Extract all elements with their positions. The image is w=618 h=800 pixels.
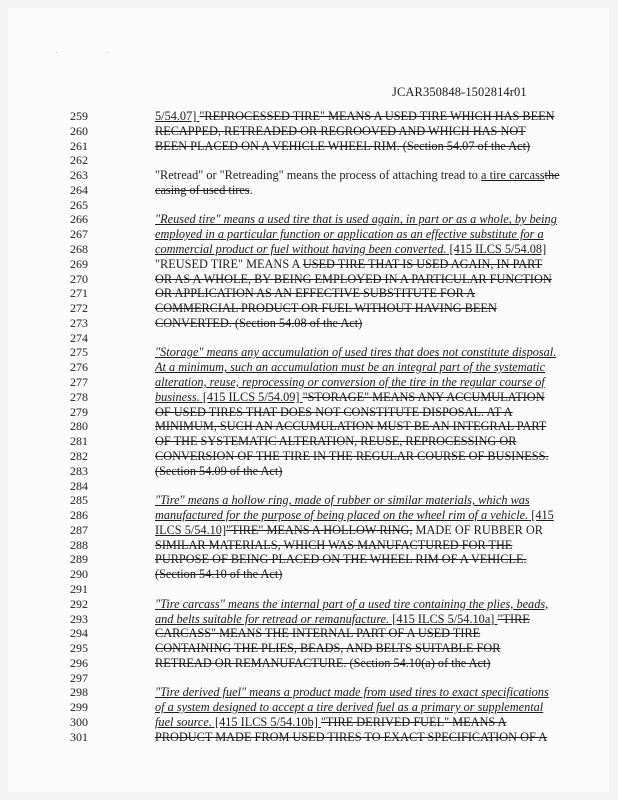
text-line bbox=[155, 656, 551, 671]
inserted-text: and belts suitable for retread or remanufacture. bbox=[155, 611, 390, 626]
line-number: 299 bbox=[70, 700, 88, 715]
line-number: 260 bbox=[70, 123, 88, 138]
line-number: 267 bbox=[70, 227, 88, 242]
line-number: 277 bbox=[70, 375, 88, 390]
line-number: 269 bbox=[70, 256, 88, 271]
inserted-text: [415 ILCS 5/54.10b] bbox=[211, 714, 321, 729]
deleted-text: OR AS A WHOLE, BY BEING EMPLOYED IN A PARTICULAR FUNCTION bbox=[155, 271, 552, 286]
inserted-text: commercial product or fuel without having been converted. bbox=[155, 242, 447, 257]
text-line bbox=[155, 390, 551, 405]
deleted-text: OF THE SYSTEMATIC ALTERATION, REUSE, REPROCESSING OR bbox=[155, 434, 517, 449]
text-line bbox=[155, 597, 551, 612]
inserted-text: business. bbox=[155, 389, 200, 404]
text-line bbox=[155, 375, 551, 390]
text-line bbox=[155, 316, 551, 331]
line-number: 274 bbox=[70, 330, 88, 345]
line-number: 264 bbox=[70, 182, 88, 197]
inserted-text: manufactured for the purpose of being placed on the wheel rim of a vehicle. bbox=[155, 508, 529, 523]
deleted-text: OR APPLICATION AS AN EFFECTIVE SUBSTITUTE FOR A bbox=[155, 286, 476, 301]
body-text: "REUSED TIRE" MEANS A bbox=[155, 256, 303, 271]
line-number: 276 bbox=[70, 360, 88, 375]
line-number: 292 bbox=[70, 596, 88, 611]
line-number: 280 bbox=[70, 419, 88, 434]
line-number: 286 bbox=[70, 508, 88, 523]
deleted-text: CONVERSION OF THE TIRE IN THE REGULAR COURSE OF BUSINESS. bbox=[155, 448, 549, 463]
inserted-text: "Tire carcass" means the internal part of a used tire containing the plies, beads, bbox=[155, 596, 549, 611]
line-number: 268 bbox=[70, 242, 88, 257]
deleted-text: USED TIRE THAT IS USED AGAIN, IN PART bbox=[302, 256, 543, 271]
deleted-text: CONTAINING THE PLIES, BEADS, AND BELTS SUITABLE FOR bbox=[155, 641, 501, 656]
deleted-text: CARCASS" MEANS THE INTERNAL PART OF A USED TIRE bbox=[155, 626, 481, 641]
scan-specks: ' ' bbox=[56, 52, 132, 58]
deleted-text: SIMILAR MATERIALS, WHICH WAS MANUFACTURED FOR THE bbox=[155, 537, 513, 552]
deleted-text: BEEN PLACED ON A VEHICLE WHEEL RIM. (Section 54.07 of the Act) bbox=[155, 138, 531, 153]
deleted-text: "TIRE bbox=[497, 611, 530, 626]
line-number: 278 bbox=[70, 389, 88, 404]
text-line bbox=[155, 538, 551, 553]
text-line bbox=[155, 567, 551, 582]
deleted-text: (Section 54.10 of the Act) bbox=[155, 567, 283, 582]
inserted-text: fuel source. bbox=[155, 714, 212, 729]
text-line bbox=[155, 272, 551, 287]
text-line bbox=[155, 301, 551, 316]
line-number: 298 bbox=[70, 685, 88, 700]
inserted-text: "Tire" means a hollow ring, made of rubber or similar materials, which was bbox=[155, 493, 530, 508]
line-number: 259 bbox=[70, 109, 88, 123]
line-number: 288 bbox=[70, 537, 88, 552]
line-number: 289 bbox=[70, 552, 88, 567]
line-number: 293 bbox=[70, 611, 88, 626]
deleted-text: "TIRE DERIVED FUEL" MEANS A bbox=[320, 714, 507, 729]
line-number: 285 bbox=[70, 493, 88, 508]
deleted-text: "REPROCESSED TIRE" MEANS A USED TIRE WHICH HAS BEEN bbox=[199, 109, 555, 123]
deleted-text: MINIMUM, SUCH AN ACCUMULATION MUST BE AN INTEGRAL PART bbox=[155, 419, 547, 434]
text-line bbox=[155, 168, 560, 183]
line-number: 263 bbox=[70, 168, 88, 183]
inserted-text: [415 ILCS 5/54.09] bbox=[199, 389, 303, 404]
deleted-text: "TIRE" MEANS A HOLLOW RING, bbox=[226, 522, 413, 537]
inserted-text: employed in a particular function or application as an effective substitute for a bbox=[155, 227, 544, 242]
line-number: 266 bbox=[70, 212, 88, 227]
text-line bbox=[155, 715, 551, 730]
text-line bbox=[155, 419, 551, 434]
body-text: "Retread" or "Retreading" means the process of attaching tread to bbox=[155, 168, 482, 183]
line-number: 284 bbox=[70, 478, 88, 493]
line-number: 287 bbox=[70, 522, 88, 537]
line-number: 279 bbox=[70, 404, 88, 419]
inserted-text: "Tire derived fuel" means a product made from used tires to exact specifications bbox=[155, 685, 549, 700]
text-line bbox=[155, 405, 551, 420]
deleted-text: RETREAD OR REMANUFACTURE. (Section 54.10(a) of the Act) bbox=[155, 655, 491, 670]
text-line bbox=[155, 124, 551, 139]
line-number: 297 bbox=[70, 670, 88, 685]
text-line bbox=[155, 552, 551, 567]
text-line bbox=[155, 685, 551, 700]
text-line bbox=[155, 730, 551, 745]
inserted-text: [415 ILCS 5/54.10a] bbox=[389, 611, 498, 626]
text-line bbox=[155, 626, 551, 641]
line-number: 281 bbox=[70, 434, 88, 449]
line-number: 270 bbox=[70, 271, 88, 286]
text-line bbox=[155, 612, 551, 627]
text-line bbox=[155, 493, 551, 508]
deleted-text: PURPOSE OF BEING PLACED ON THE WHEEL RIM OF A VEHICLE. bbox=[155, 552, 527, 567]
line-number: 290 bbox=[70, 567, 88, 582]
line-number: 296 bbox=[70, 655, 88, 670]
deleted-text: OF USED TIRES THAT DOES NOT CONSTITUTE DISPOSAL. AT A bbox=[155, 404, 513, 419]
line-number: 300 bbox=[70, 714, 88, 729]
line-number: 265 bbox=[70, 197, 88, 212]
inserted-text: "Storage" means any accumulation of used tires that does not constitute disposal. bbox=[155, 345, 557, 360]
deleted-text: "STORAGE" MEANS ANY ACCUMULATION bbox=[302, 389, 545, 404]
text-line bbox=[155, 212, 557, 227]
text-line bbox=[155, 286, 551, 301]
deleted-text: PRODUCT MADE FROM USED TIRES TO EXACT SPECIFICATION OF A bbox=[155, 729, 548, 744]
line-number: 291 bbox=[70, 581, 88, 596]
line-number: 261 bbox=[70, 138, 88, 153]
deleted-text: the bbox=[544, 168, 560, 183]
line-number: 282 bbox=[70, 448, 88, 463]
inserted-text: [415 bbox=[528, 508, 554, 523]
inserted-text: [415 ILCS 5/54.08] bbox=[446, 242, 547, 257]
line-number: 301 bbox=[70, 729, 88, 744]
deleted-text: RECAPPED, RETREADED OR REGROOVED AND WHICH HAS NOT bbox=[155, 123, 526, 138]
inserted-text: a tire carcass bbox=[481, 168, 545, 183]
inserted-text: At a minimum, such an accumulation must be an integral part of the systematic bbox=[155, 360, 546, 375]
inserted-text: 5/54.07] bbox=[155, 109, 200, 123]
deleted-text: (Section 54.09 of the Act) bbox=[155, 463, 283, 478]
inserted-text: of a system designed to accept a tire derived fuel as a primary or supplemental bbox=[155, 700, 544, 715]
document-page bbox=[8, 8, 609, 792]
inserted-text: ILCS 5/54.10] bbox=[155, 522, 227, 537]
line-number: 294 bbox=[70, 626, 88, 641]
inserted-text: "Reused tire" means a used tire that is used again, in part or as a whole, by being bbox=[155, 212, 557, 227]
inserted-text: alteration, reuse, reprocessing or conversion of the tire in the regular course of bbox=[155, 375, 545, 390]
text-line bbox=[155, 257, 551, 272]
line-number: 273 bbox=[70, 315, 88, 330]
text-line bbox=[155, 700, 551, 715]
text-line bbox=[155, 449, 551, 464]
line-number: 295 bbox=[70, 641, 88, 656]
deleted-text: CONVERTED. (Section 54.08 of the Act) bbox=[155, 315, 363, 330]
line-number: 272 bbox=[70, 301, 88, 316]
text-line bbox=[155, 242, 551, 257]
text-line bbox=[155, 227, 551, 242]
line-number: 275 bbox=[70, 345, 88, 360]
text-line bbox=[155, 139, 551, 154]
text-line bbox=[155, 523, 551, 538]
line-number: 283 bbox=[70, 463, 88, 478]
line-number: 262 bbox=[70, 153, 88, 168]
body-text: MADE OF RUBBER OR bbox=[412, 522, 543, 537]
deleted-text: COMMERCIAL PRODUCT OR FUEL WITHOUT HAVING BEEN bbox=[155, 301, 497, 316]
text-line bbox=[155, 464, 551, 479]
text-line bbox=[155, 109, 555, 124]
text-line bbox=[155, 345, 557, 360]
text-line bbox=[155, 183, 551, 198]
document-id: JCAR350848-1502814r01 bbox=[392, 85, 527, 99]
line-number: 271 bbox=[70, 286, 88, 301]
text-line bbox=[155, 508, 554, 523]
text-line bbox=[155, 434, 551, 449]
body-text: . bbox=[249, 182, 253, 197]
deleted-text: casing of used tires bbox=[155, 182, 250, 197]
text-line bbox=[155, 360, 551, 375]
text-line bbox=[155, 641, 551, 656]
